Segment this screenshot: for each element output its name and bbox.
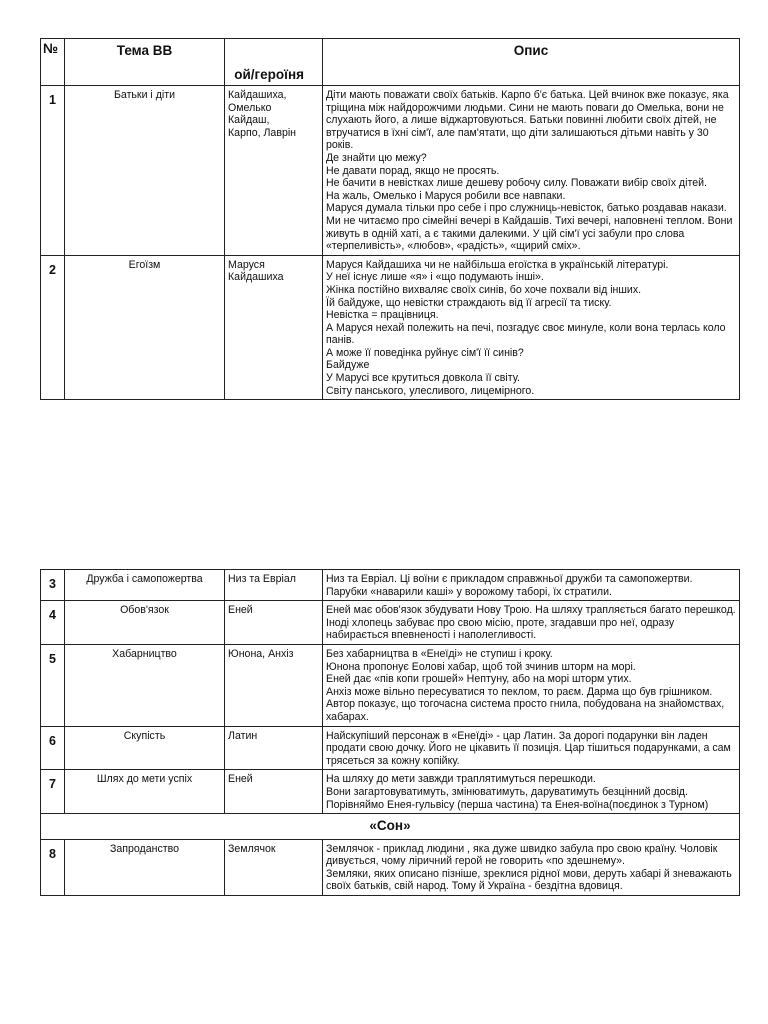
row-hero (225, 86, 323, 256)
description-paragraph: Еней має обов'язок збудувати Нову Трою. На шляху трапляється багато перешкод. Іноді хлопець забуває про свою місію, проте, згадавши про неї, одразу набирається впевненості і наполегливості. (326, 604, 736, 642)
table-row (41, 570, 740, 601)
hero-line: Латин (228, 729, 258, 742)
row-hero (225, 570, 323, 601)
table-row (41, 644, 740, 726)
row-number: 8 (41, 839, 65, 895)
description-paragraph: Не бачити в невістках лише дешеву робочу силу. Поважати вибір своїх дітей. (326, 177, 707, 190)
row-number: 7 (41, 770, 65, 814)
row-number: 6 (41, 726, 65, 770)
row-description (323, 839, 740, 895)
section-title: «Сон» (41, 814, 740, 840)
header-theme: Тема ВВ (65, 39, 225, 86)
row-hero (225, 255, 323, 400)
description-paragraph: Маруся думала тільки про себе і про служниць-невісток, батько роздавав накази. (326, 202, 727, 215)
row-description (323, 770, 740, 814)
row-number: 4 (41, 601, 65, 645)
hero-line: Кайдашиха (228, 271, 284, 284)
description-paragraph: Вони загартовуватимуть, змінюватимуть, даруватимуть безцінний досвід. (326, 785, 688, 798)
row-theme: Шлях до мети успіх (65, 770, 225, 814)
row-theme: Батьки і діти (65, 86, 225, 256)
description-paragraph: Ми не читаємо про сімейні вечері в Кайдашів. Тихі вечері, наповнені теплом. Вони живуть в одній хаті, а є такими далекими. У цій сім'ї усі забули про слова «терпеливість», «любов», «радість», «щирий сміх». (326, 214, 733, 253)
hero-line: Маруся (228, 258, 265, 271)
description-paragraph: Юнона пропонує Еолові хабар, щоб той зчинив шторм на морі. (326, 660, 636, 673)
description-paragraph: У неї існує лише «я» і «що подумають інші». (326, 271, 544, 284)
row-theme: Запроданство (65, 839, 225, 895)
row-description (323, 255, 740, 400)
row-hero (225, 726, 323, 770)
table-header-row (41, 39, 740, 86)
table-row (41, 86, 740, 256)
description-paragraph: У Марусі все крутиться довкола її світу. (326, 372, 520, 385)
description-paragraph: Низ та Евріал. Ці воїни є прикладом справжньої дружби та самопожертви. Парубки «наварили каші» у ворожому таборі, їх стратили. (326, 573, 693, 598)
row-description (323, 601, 740, 645)
hero-line: Омелько (228, 101, 272, 114)
table-row (41, 839, 740, 895)
row-description (323, 86, 740, 256)
row-number: 2 (41, 255, 65, 400)
description-paragraph: Не давати порад, якщо не просять. (326, 164, 500, 177)
row-theme: Егоїзм (65, 255, 225, 400)
description-paragraph: Діти мають поважати своїх батьків. Карпо б'є батька. Цей вчинок вже показує, яка тріщина між найдорожчими людьми. Сини не мають поваги до Омелька, вони не слухають його, а лише віджартовуються. Батьки повинні любити своїх дітей, не втручатися в їхні сім'ї, але пам'ятати, що діти залишаються дітьми навіть у 30 років. (326, 89, 729, 152)
hero-line: Еней (228, 773, 253, 786)
header-number: № (41, 39, 65, 86)
section-row (41, 814, 740, 840)
themes-table-bottom (40, 569, 740, 896)
row-number: 1 (41, 86, 65, 256)
row-hero (225, 644, 323, 726)
row-hero (225, 601, 323, 645)
description-paragraph: Байдуже (326, 359, 370, 372)
hero-line: Еней (228, 604, 253, 617)
description-paragraph: Де знайти цю межу? (326, 151, 427, 164)
row-description (323, 644, 740, 726)
row-theme: Обов'язок (65, 601, 225, 645)
description-paragraph: Без хабарництва в «Енеїді» не ступиш і кроку. (326, 647, 553, 660)
description-paragraph: Еней дає «пів копи грошей» Нептуну, або на морі шторм утих. (326, 673, 632, 686)
themes-table-top (40, 38, 740, 400)
row-hero (225, 770, 323, 814)
description-paragraph: Світу панського, улесливого, лицемірного. (326, 384, 535, 397)
description-paragraph: Маруся Кайдашиха чи не найбільша егоїстка в українській літературі. (326, 258, 669, 271)
hero-line: Низ та Евріал (228, 573, 296, 585)
row-theme: Хабарництво (65, 644, 225, 726)
row-number: 3 (41, 570, 65, 601)
row-theme: Скупість (65, 726, 225, 770)
table-row (41, 255, 740, 400)
description-paragraph: Анхіз може вільно пересуватися то пеклом, то раєм. Дарма що був грішником. Автор показує, що тогочасна система просто гнила, побудована на знайомствах, хабарах. (326, 685, 725, 723)
header-hero-text: ой/героїня (234, 67, 304, 83)
description-paragraph: Найскупіший персонаж в «Енеїді» - цар Латин. За дорогі подарунки він ладен продати свою дочку. Його не цікавить її позиція. Цар тішиться подарунками, а сам трясеться за кожну копійку. (326, 729, 731, 767)
description-paragraph: А може її поведінка руйнує сім'ї її синів? (326, 346, 524, 359)
hero-line: Юнона, Анхіз (228, 647, 294, 660)
description-paragraph: На шляху до мети завжди траплятимуться перешкоди. (326, 773, 596, 786)
hero-line: Землячок (228, 842, 276, 855)
table-row (41, 726, 740, 770)
row-number: 5 (41, 644, 65, 726)
table-row (41, 770, 740, 814)
table-row (41, 601, 740, 645)
row-theme: Дружба і самопожертва (65, 570, 225, 601)
hero-line: Карпо, Лаврін (228, 126, 297, 139)
description-paragraph: Землячок - приклад людини , яка дуже швидко забула про свою країну. Чоловік дивується, чому ліричний герой не говорить «по здешнему». (326, 842, 718, 868)
hero-line: Кайдаш, (228, 114, 270, 127)
header-hero (225, 39, 323, 86)
header-description: Опис (323, 39, 740, 86)
description-paragraph: Порівняймо Енея-гульвісу (перша частина) та Енея-воїна(поєдинок з Турном) (326, 798, 709, 811)
description-paragraph: На жаль, Омелько і Маруся робили все навпаки. (326, 189, 566, 202)
description-paragraph: Жінка постійно вихваляє своїх синів, бо хоче похвали від інших. (326, 283, 642, 296)
row-hero (225, 839, 323, 895)
description-paragraph: А Маруся нехай полежить на печі, позгадує своє минуле, коли вона терлась коло панів. (326, 321, 726, 347)
description-paragraph: Невістка = працівниця. (326, 309, 439, 322)
row-description (323, 726, 740, 770)
description-paragraph: Земляки, яких описано пізніше, зреклися рідної мови, деруть хабарі й зневажають своїх батьків, свій народ. Тому й Україна - бездітна вдовиця. (326, 867, 732, 893)
description-paragraph: Їй байдуже, що невістки страждають від її агресії та тиску. (326, 296, 612, 309)
hero-line: Кайдашиха, (228, 89, 287, 101)
row-description (323, 570, 740, 601)
